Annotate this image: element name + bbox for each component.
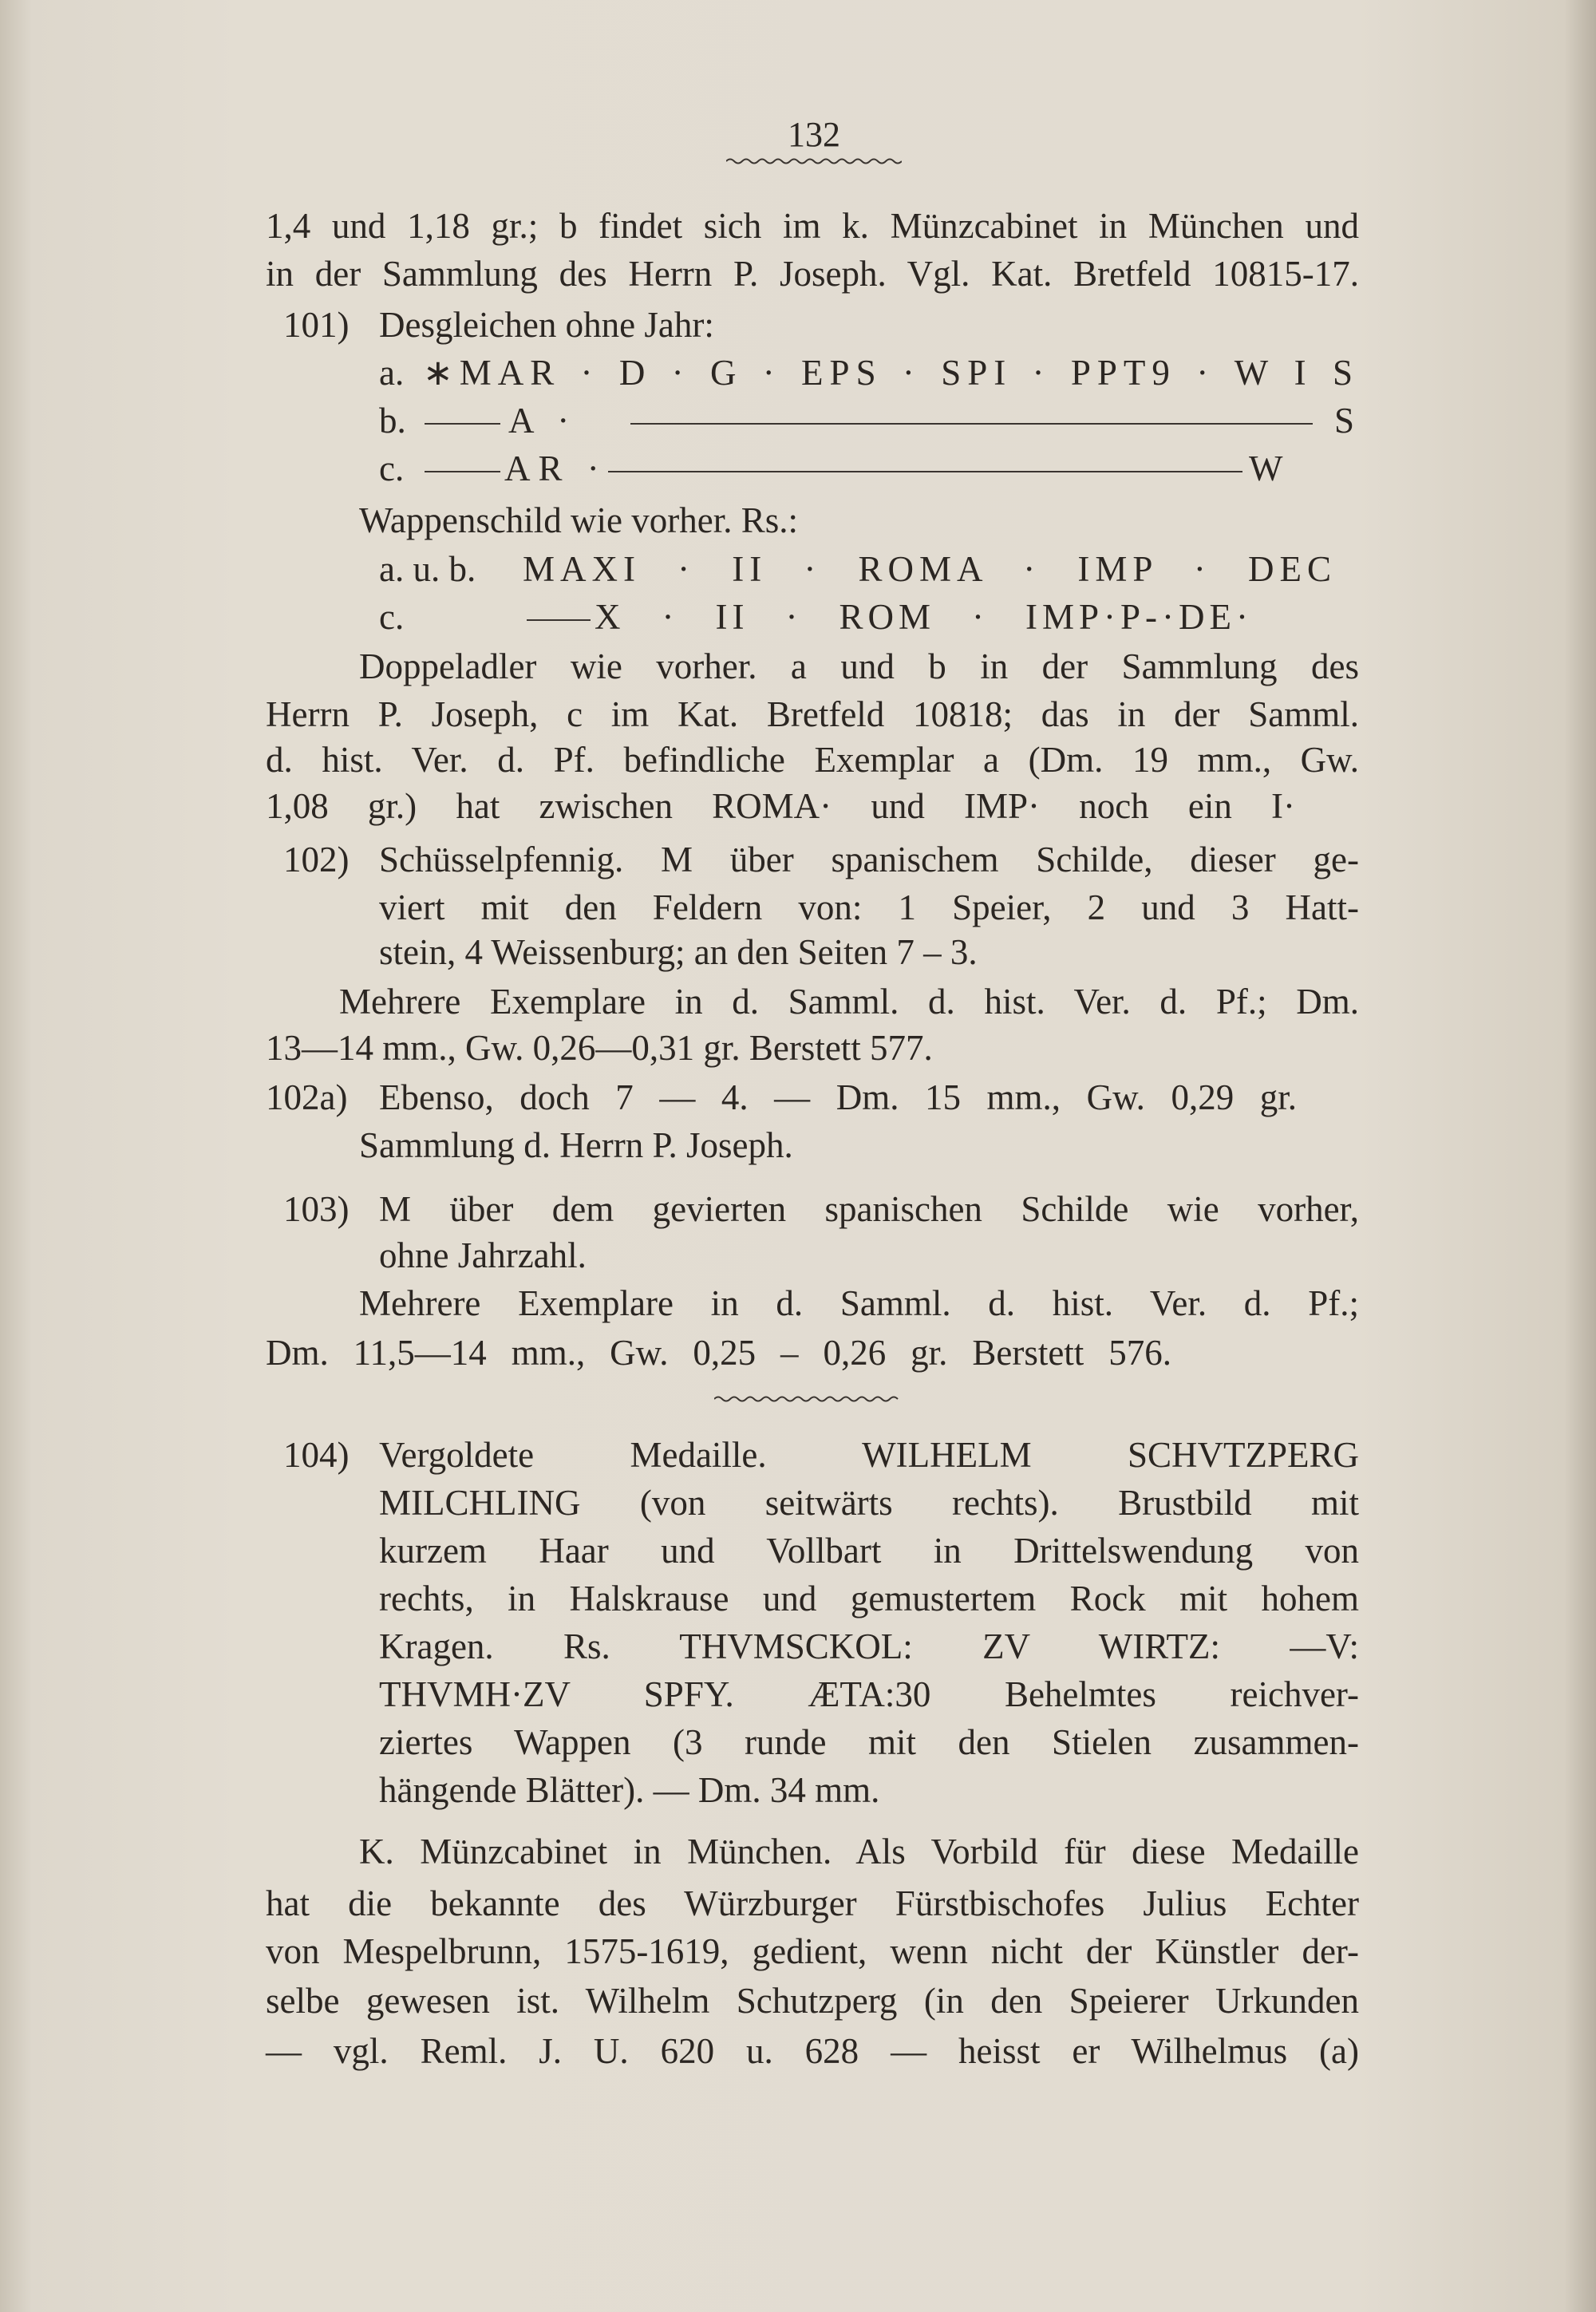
text-line: ohne Jahrzahl. xyxy=(379,1235,587,1275)
entry-number: 102) xyxy=(283,840,350,879)
text-line: Desgleichen ohne Jahr: xyxy=(379,305,714,345)
text-line: hängende Blätter). — Dm. 34 mm. xyxy=(379,1770,880,1810)
text-line: MILCHLING (von seitwärts rechts). Brustbild mit xyxy=(379,1483,1359,1523)
text-line: M über dem gevierten spanischen Schilde wie vorher, xyxy=(379,1189,1359,1229)
text-line: stein, 4 Weissenburg; an den Seiten 7 – 3. xyxy=(379,932,978,972)
legend-label: a. u. b. xyxy=(379,549,476,589)
text-line: Schüsselpfennig. M über spanischem Schilde, dieser ge- xyxy=(379,840,1359,879)
entry-number: 104) xyxy=(283,1435,350,1475)
legend-label: c. xyxy=(379,597,405,637)
coin-legend: AR · xyxy=(504,449,607,488)
text-line: Herrn P. Joseph, c im Kat. Bretfeld 10818; das in der Samml. xyxy=(266,694,1359,734)
dash-rule xyxy=(425,471,500,472)
page-number: 132 xyxy=(788,115,840,154)
text-line: viert mit den Feldern von: 1 Speier, 2 und 3 Hatt- xyxy=(379,887,1359,927)
text-line: Mehrere Exemplare in d. Samml. d. hist. Ver. d. Pf.; xyxy=(359,1283,1359,1323)
coin-legend: S xyxy=(1334,401,1355,441)
dash-rule xyxy=(425,423,500,425)
text-line: Kragen. Rs. THVMSCKOL: ZV WIRTZ: —V: xyxy=(379,1626,1359,1666)
text-line: Wappenschild wie vorher. Rs.: xyxy=(359,500,799,540)
text-line: hat die bekannte des Würzburger Fürstbischofes Julius Echter xyxy=(266,1883,1359,1923)
coin-legend: A · xyxy=(508,401,578,441)
coin-legend: MAXI · II · ROMA · IMP · DEC xyxy=(523,549,1337,589)
section-ornament xyxy=(714,1394,902,1404)
text-line: Sammlung d. Herrn P. Joseph. xyxy=(359,1125,793,1165)
text-line: Vergoldete Medaille. WILHELM SCHVTZPERG xyxy=(379,1435,1359,1475)
legend-label: c. xyxy=(379,449,405,488)
text-line: von Mespelbrunn, 1575-1619, gedient, wenn nicht der Künstler der- xyxy=(266,1931,1359,1971)
dash-rule xyxy=(527,619,591,621)
legend-label: a. xyxy=(379,353,405,393)
dash-rule xyxy=(608,471,1242,472)
coin-legend: X · II · ROM · IMP·P-·DE· xyxy=(595,597,1253,637)
coin-legend: W xyxy=(1249,449,1283,488)
text-line: selbe gewesen ist. Wilhelm Schutzperg (in den Speierer Urkunden xyxy=(266,1981,1359,2021)
text-line: Mehrere Exemplare in d. Samml. d. hist. Ver. d. Pf.; Dm. xyxy=(339,982,1359,1022)
text-line: THVMH·ZV SPFY. ÆTA:30 Behelmtes reichver- xyxy=(379,1674,1359,1714)
text-line: d. hist. Ver. d. Pf. befindliche Exemplar a (Dm. 19 mm., Gw. xyxy=(266,740,1359,780)
text-line: 13—14 mm., Gw. 0,26—0,31 gr. Berstett 577. xyxy=(266,1028,933,1068)
text-line: Doppeladler wie vorher. a und b in der Sammlung des xyxy=(359,646,1359,686)
text-line: — vgl. Reml. J. U. 620 u. 628 — heisst er Wilhelmus (a) xyxy=(266,2031,1359,2071)
entry-number: 101) xyxy=(283,305,350,345)
text-line: Ebenso, doch 7 — 4. — Dm. 15 mm., Gw. 0,29 gr. xyxy=(379,1077,1297,1117)
coin-legend: ∗MAR · D · G · EPS · SPI · PPT9 · W I S xyxy=(423,353,1359,393)
text-line: Dm. 11,5—14 mm., Gw. 0,25 – 0,26 gr. Berstett 576. xyxy=(266,1333,1171,1373)
text-line: ziertes Wappen (3 runde mit den Stielen zusammen- xyxy=(379,1722,1359,1762)
text-line: 1,4 und 1,18 gr.; b findet sich im k. Münzcabinet in München und xyxy=(266,206,1359,246)
entry-number: 102a) xyxy=(266,1077,348,1117)
text-line: in der Sammlung des Herrn P. Joseph. Vgl. Kat. Bretfeld 10815-17. xyxy=(266,254,1359,294)
text-line: kurzem Haar und Vollbart in Drittelswendung von xyxy=(379,1531,1359,1571)
header-ornament xyxy=(726,156,902,166)
text-line: 1,08 gr.) hat zwischen ROMA· und IMP· noch ein I· xyxy=(266,786,1295,826)
text-line: rechts, in Halskrause und gemustertem Rock mit hohem xyxy=(379,1579,1359,1618)
text-line: K. Münzcabinet in München. Als Vorbild für diese Medaille xyxy=(359,1832,1359,1871)
legend-label: b. xyxy=(379,401,406,441)
dash-rule xyxy=(630,423,1313,425)
entry-number: 103) xyxy=(283,1189,350,1229)
